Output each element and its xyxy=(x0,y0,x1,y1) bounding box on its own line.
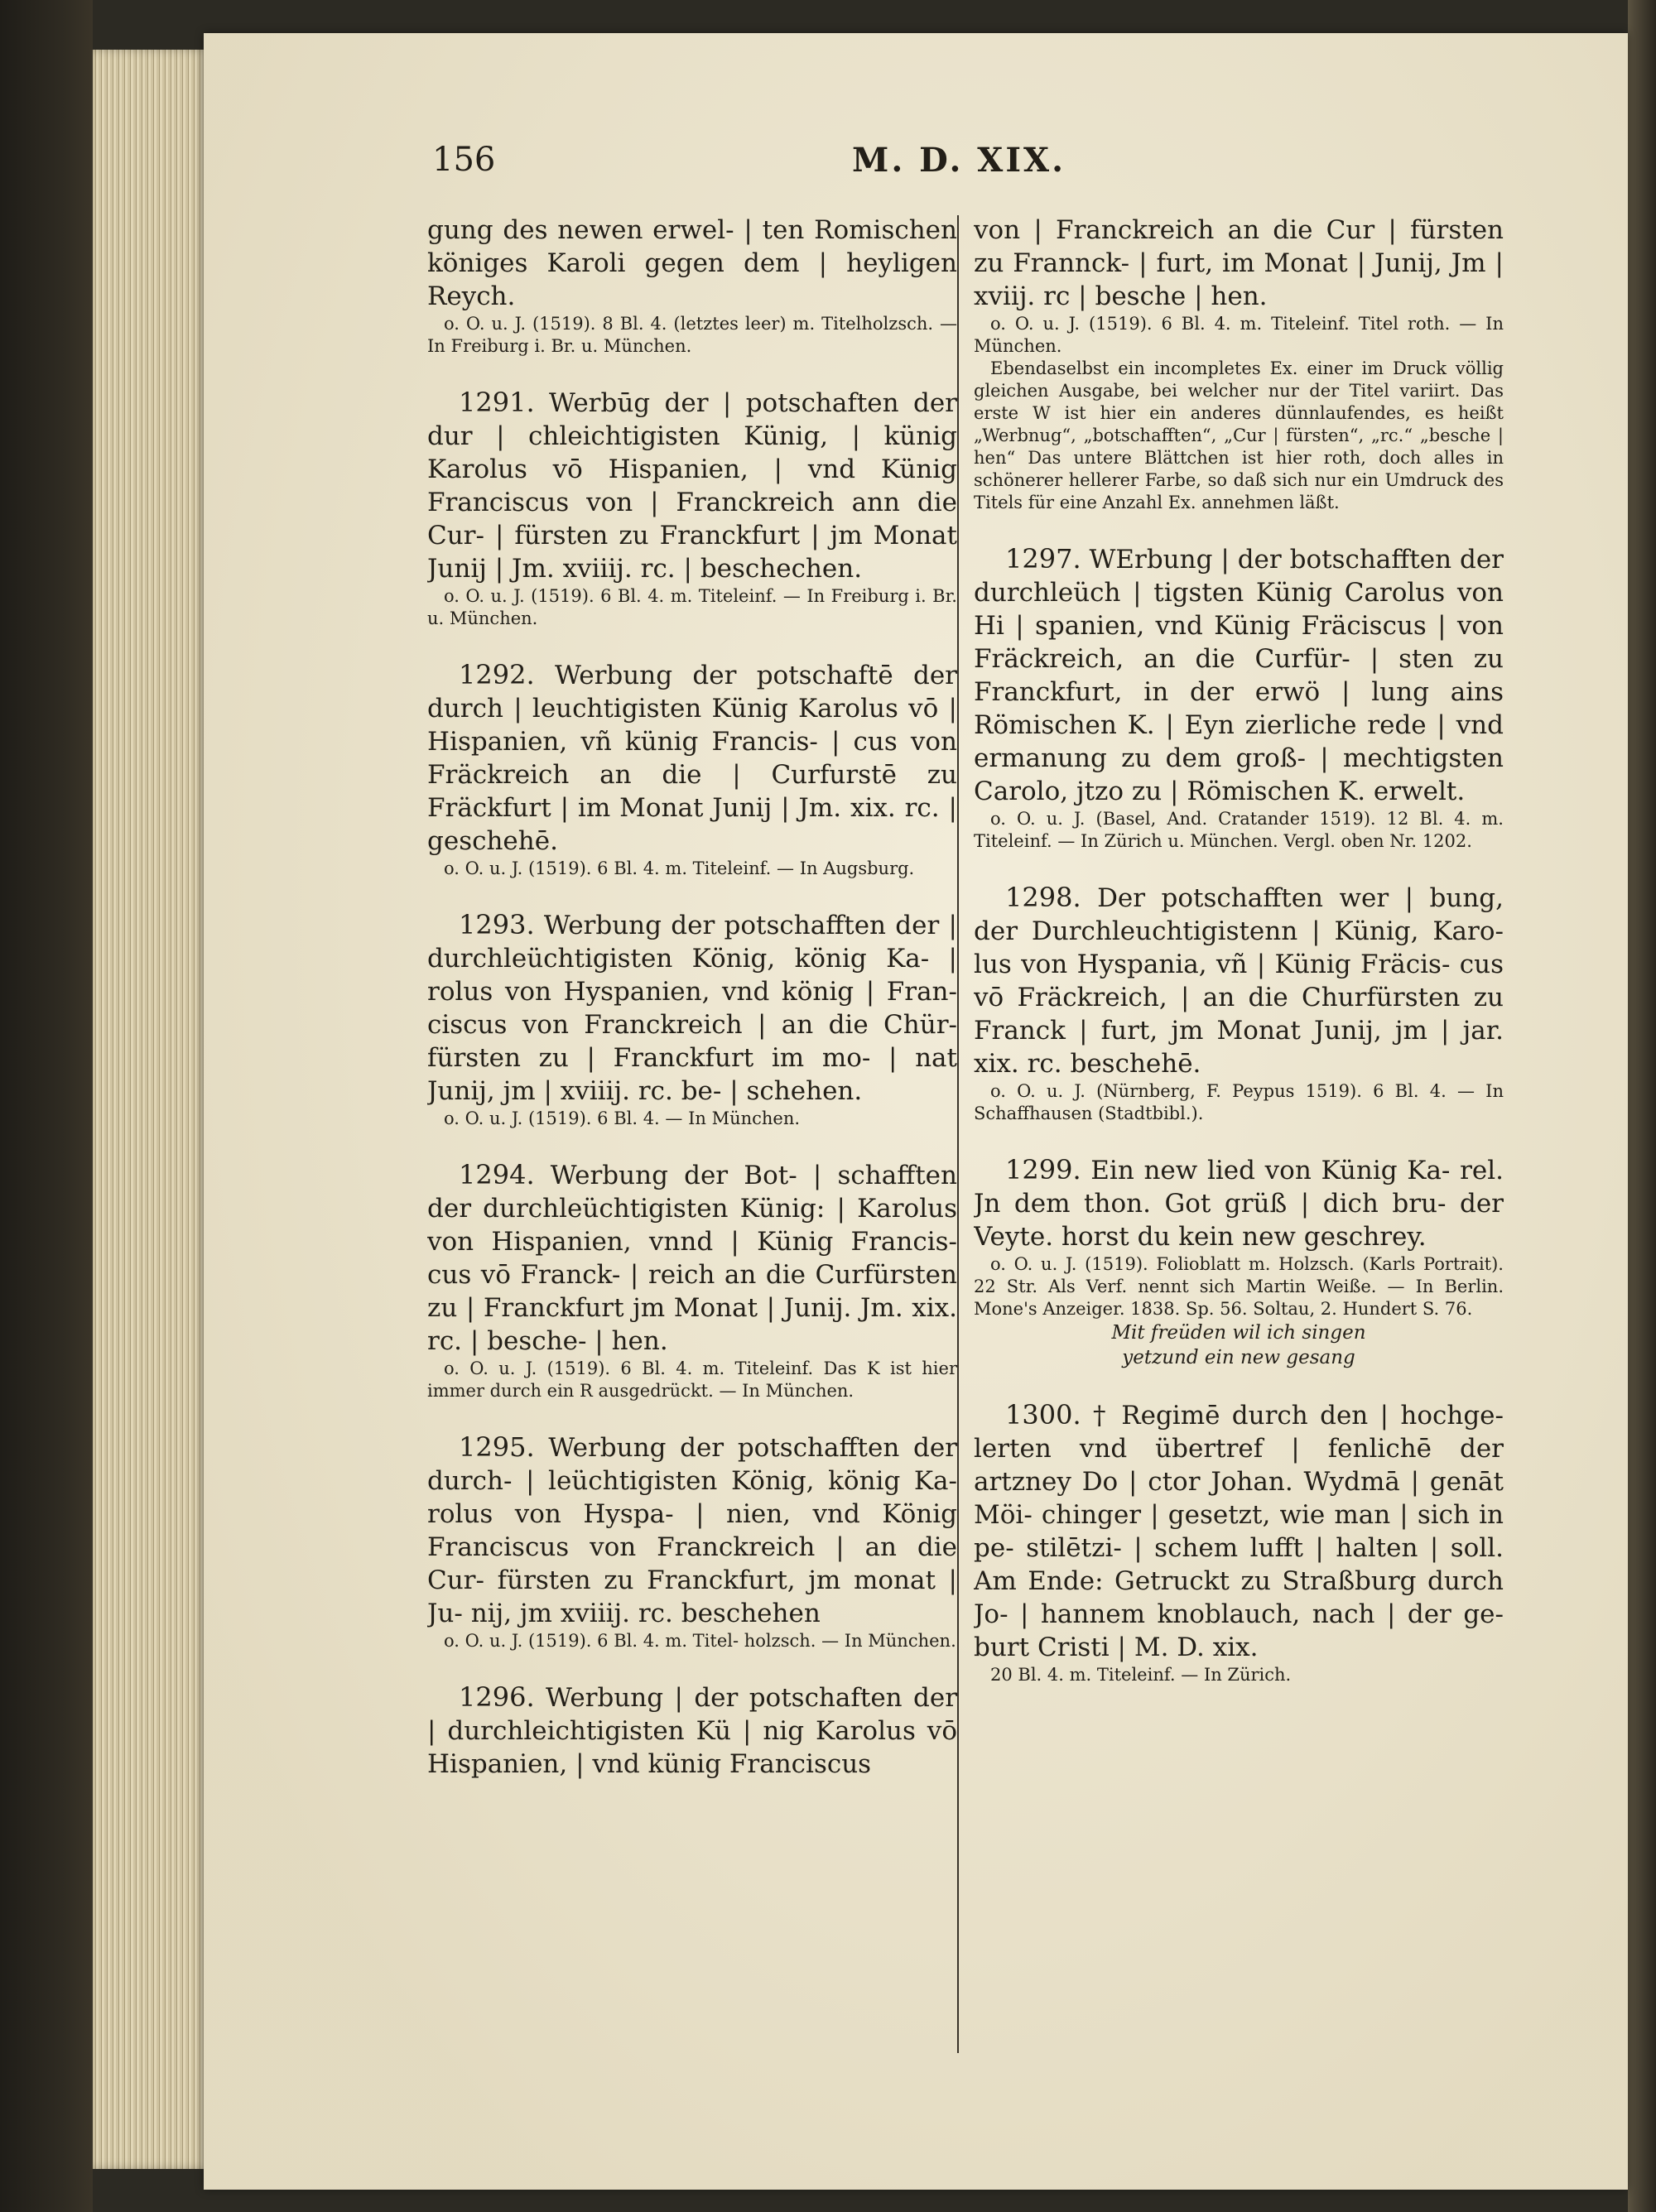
entry-1297 xyxy=(974,542,1504,853)
entry-1295 xyxy=(427,1431,957,1652)
entry-number: 1300. xyxy=(1005,1399,1081,1431)
entry-number: 1297. xyxy=(1005,543,1081,575)
entry-note: o. O. u. J. (1519). 6 Bl. 4. m. Titeleinf. — In Freiburg i. Br. u. München. xyxy=(427,586,957,628)
entry-note: o. O. u. J. (1519). 6 Bl. 4. m. Titeleinf. — In Augsburg. xyxy=(444,858,915,878)
entry-note: Ebendaselbst ein incompletes Ex. einer im Druck völlig gleichen Ausgabe, bei welcher nur der Titel variirt. Das erste W ist hier ein anderes dünnlaufendes, es heißt „Werbnug“, „botschafften“, „Cur | fürsten“, „rc.“ „besche | hen“ Das untere Blättchen ist hier roth, doch alles in schönerer hellerer Farbe, so daß sich nur ein Umdruck des Titels für eine Anzahl Ex. annehmen läßt. xyxy=(974,358,1504,512)
verse-line: yetzund ein new gesang xyxy=(1122,1347,1355,1368)
scanner-background-right xyxy=(1628,0,1656,2212)
entry-number: 1293. xyxy=(459,909,535,940)
entry-note: o. O. u. J. (1519). 6 Bl. 4. m. Titeleinf. Das K ist hier immer durch ein R ausgedrückt. — In München. xyxy=(427,1358,957,1401)
entry-note: o. O. u. J. (1519). 6 Bl. 4. m. Titeleinf. Titel roth. — In München. xyxy=(974,314,1504,356)
entry-number: 1292. xyxy=(459,659,535,690)
entry-title: von | Franckreich an die Cur | fürsten zu Frannck- | furt, im Monat | Junij, Jm | xviij. rc | besche | hen. xyxy=(974,215,1504,311)
entry-title: 1299. Ein new lied von Künig Ka- rel. Jn dem thon. Got grüß | dich bru- der Veyte. horst du kein new geschrey. xyxy=(974,1154,1504,1252)
entry-1299 xyxy=(974,1153,1504,1370)
entry-1293 xyxy=(427,908,957,1130)
entry-1300 xyxy=(974,1398,1504,1686)
entry-number: 1299. xyxy=(1005,1154,1081,1185)
left-column xyxy=(427,214,957,2068)
entry-title: 1293. Werbung der potschafften der | durchleüchtigisten König, könig Ka- | rolus von Hyspanien, vnd könig | Fran- ciscus von Franckreich | an die Chür- fürsten zu | Franckfurt im mo- | nat Junij, jm | xviiij. rc. be- | schehen. xyxy=(427,909,957,1106)
scanner-background-left xyxy=(0,0,93,2212)
entry-title: 1295. Werbung der potschafften der durch- | leüchtigisten König, könig Ka- rolus von Hyspa- | nien, vnd König Franciscus von Franckreich | an die Cur- fürsten zu Franckfurt, jm monat | Ju- nij, jm xviiij. rc. beschehen xyxy=(427,1431,957,1628)
verse-line: Mit freüden wil ich singen xyxy=(1111,1322,1366,1344)
entry-1298 xyxy=(974,881,1504,1125)
entry-1292 xyxy=(427,658,957,880)
entry-number: 1294. xyxy=(459,1159,535,1190)
entry-title: gung des newen erwel- | ten Romischen königes Karoli gegen dem | heyligen Reych. xyxy=(427,215,957,311)
entry-title: 1292. Werbung der potschaftē der durch | leuchtigisten Künig Karolus vō | Hispanien, vñ künig Francis- | cus von Fräckreich an die | Curfurstē zu Fräckfurt | im Monat Junij | Jm. xix. rc. | geschehē. xyxy=(427,659,957,856)
entry-number: 1291. xyxy=(459,387,535,418)
column-divider xyxy=(957,215,959,2053)
entry-note: o. O. u. J. (1519). 8 Bl. 4. (letztes leer) m. Titelholzsch. — In Freiburg i. Br. u. München. xyxy=(427,314,957,356)
entry-note: o. O. u. J. (Basel, And. Cratander 1519). 12 Bl. 4. m. Titeleinf. — In Zürich u. München. Vergl. oben Nr. 1202. xyxy=(974,809,1504,851)
entry-1291 xyxy=(427,386,957,630)
entry-note: o. O. u. J. (Nürnberg, F. Peypus 1519). 6 Bl. 4. — In Schaffhausen (Stadtbibl.). xyxy=(974,1081,1504,1123)
entry-title: 1294. Werbung der Bot- | schafften der durchleüchtigisten Künig: | Karolus von Hispanien, vnnd | Künig Francis- cus vō Franck- | reich an die Curfürsten zu | Franckfurt jm Monat | Junij. Jm. xix. rc. | besche- | hen. xyxy=(427,1159,957,1356)
entry-number: 1296. xyxy=(459,1681,535,1713)
entry-note: o. O. u. J. (1519). Folioblatt m. Holzsch. (Karls Portrait). 22 Str. Als Verf. nennt sich Martin Weiße. — In Berlin. Mone's Anzeiger. 1838. Sp. 56. Soltau, 2. Hundert S. 76. xyxy=(974,1254,1504,1319)
right-column xyxy=(974,214,1504,2068)
entry-title: 1291. Werbūg der | potschaften der dur | chleichtigisten Künig, | künig Karolus vō Hispanien, | vnd Künig Franciscus von | Franckreich ann die Cur- | fürsten zu Franckfurt | jm Monat Junij | Jm. xviiij. rc. | beschechen. xyxy=(427,387,957,584)
entry-note: o. O. u. J. (1519). 6 Bl. 4. — In München. xyxy=(444,1108,801,1128)
entry-title: 1296. Werbung | der potschaften der | durchleichtigisten Kü | nig Karolus vō Hispanien, | vnd künig Franciscus xyxy=(427,1681,957,1779)
entry-1296 xyxy=(427,1681,957,1781)
entry-number: 1295. xyxy=(459,1431,535,1463)
running-head xyxy=(432,141,1066,182)
entry-1294 xyxy=(427,1158,957,1402)
entry-number: 1298. xyxy=(1005,882,1081,913)
book-page-edges xyxy=(93,50,209,2169)
running-head-title: M. D. XIX. xyxy=(852,141,1066,180)
entry-continuation xyxy=(427,214,957,358)
entry-title: 1297. WErbung | der botschafften der durchleüch | tigsten Künig Carolus von Hi | spanien, vnd Künig Fräciscus | von Fräckreich, an die Curfür- | sten zu Franckfurt, in der erwö | lung ains Römischen K. | Eyn zierliche rede | vnd ermanung zu dem groß- | mechtigsten Carolo, jtzo zu | Römischen K. erwelt. xyxy=(974,543,1504,806)
entry-note: 20 Bl. 4. m. Titeleinf. — In Zürich. xyxy=(990,1665,1292,1685)
entry-title: 1300. † Regimē durch den | hochge- lerten vnd übertref | fenlichē der artzney Do | ctor Johan. Wydmā | genāt Möi- chinger | gesetzt, wie man | sich in pe- stilētzi- | schem lufft | halten | soll. Am Ende: Getruckt zu Straßburg durch Jo- | hannem knoblauch, nach | der ge- burt Cristi | M. D. xix. xyxy=(974,1399,1504,1662)
entry-title: 1298. Der potschafften wer | bung, der Durchleuchtigistenn | Künig, Karo- lus von Hyspania, vñ | Künig Fräcis- cus vō Fräckreich, | an die Churfürsten zu Franck | furt, jm Monat Junij, jm | jar. xix. rc. beschehē. xyxy=(974,882,1504,1079)
page-number: 156 xyxy=(432,141,496,179)
entry-continuation-1296 xyxy=(974,214,1504,514)
entry-note: o. O. u. J. (1519). 6 Bl. 4. m. Titel- holzsch. — In München. xyxy=(444,1631,956,1651)
